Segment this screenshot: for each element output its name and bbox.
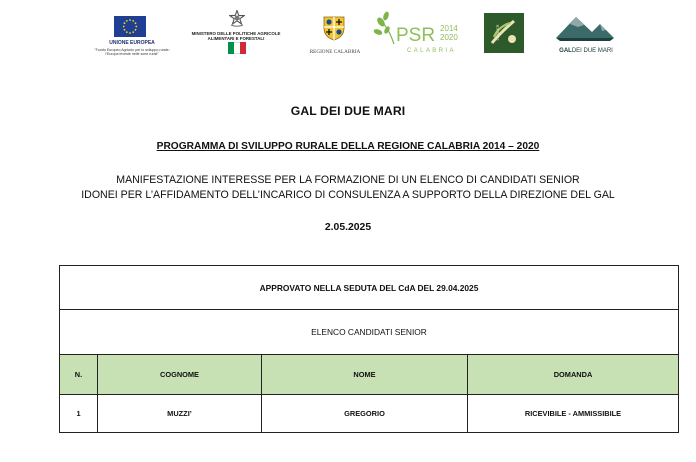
region-name: REGIONE CALABRIA bbox=[309, 49, 361, 55]
ministry-line1: MINISTERO DELLE POLITICHE AGRICOLE bbox=[191, 31, 281, 36]
gal-mountains-icon bbox=[554, 12, 616, 42]
eu-caption: "Fondo Europeo Agricolo per lo sviluppo rurale: l'Europa investe nelle zone rurali" bbox=[94, 48, 170, 57]
eu-flag-icon bbox=[114, 16, 146, 37]
column-header-surname: COGNOME bbox=[97, 355, 261, 394]
region-logo bbox=[300, 10, 370, 62]
row-application-status: RICEVIBILE - AMMISSIBILE bbox=[467, 395, 678, 432]
leader-text: LEADER bbox=[495, 24, 500, 41]
gal-logo-name: DEI DUE MARI bbox=[571, 48, 613, 54]
table-row bbox=[60, 394, 678, 432]
italian-flag-icon bbox=[228, 42, 246, 54]
approval-text: APPROVATO NELLA SEDUTA DEL CdA DEL 29.04.2025 bbox=[259, 282, 479, 293]
eu-name: UNIONE EUROPEA bbox=[109, 40, 155, 46]
approval-row bbox=[60, 266, 678, 309]
psr-logo-icon bbox=[372, 10, 466, 62]
row-number: 1 bbox=[76, 409, 81, 418]
table-header-row bbox=[60, 354, 678, 394]
row-name: GREGORIO bbox=[261, 395, 467, 432]
psr-year-bottom: 2020 bbox=[440, 33, 458, 42]
eu-logo bbox=[80, 10, 184, 62]
column-header-number: N. bbox=[74, 370, 83, 379]
document-date: 2.05.2025 bbox=[324, 222, 372, 233]
program-title: PROGRAMMA DI SVILUPPO RURALE DELLA REGIONE CALABRIA 2014 – 2020 bbox=[156, 141, 540, 152]
psr-logo bbox=[372, 10, 466, 62]
leader-logo bbox=[484, 10, 526, 62]
psr-year-top: 2014 bbox=[440, 24, 458, 33]
list-title-row bbox=[60, 309, 678, 354]
gal-logo-prefix: GAL bbox=[559, 48, 572, 54]
leader-logo-icon bbox=[484, 13, 524, 53]
column-header-name: NOME bbox=[261, 355, 467, 394]
psr-text: PSR bbox=[396, 25, 436, 46]
candidates-table bbox=[59, 265, 679, 433]
gal-logo-caption bbox=[548, 49, 624, 54]
gal-logo bbox=[548, 10, 624, 62]
calabria-emblem-icon bbox=[320, 14, 348, 42]
subject-line-2: IDONEI PER L’AFFIDAMENTO DELL’INCARICO DI CONSULENZA A SUPPORTO DELLA DIREZIONE DEL GAL bbox=[81, 189, 615, 201]
psr-region: CALABRIA bbox=[407, 48, 456, 54]
subject-line-1: MANIFESTAZIONE INTERESSE PER LA FORMAZIONE DI UN ELENCO DI CANDIDATI SENIOR bbox=[116, 174, 580, 186]
ministry-line2: ALIMENTARI E FORESTALI bbox=[207, 36, 265, 41]
document-title: GAL DEI DUE MARI bbox=[290, 104, 406, 118]
logo-banner bbox=[0, 10, 696, 62]
italian-emblem-icon bbox=[229, 10, 245, 27]
row-surname: MUZZI’ bbox=[97, 395, 261, 432]
list-title: ELENCO CANDIDATI SENIOR bbox=[311, 327, 427, 337]
ministry-logo bbox=[180, 10, 292, 62]
column-header-application: DOMANDA bbox=[467, 355, 678, 394]
